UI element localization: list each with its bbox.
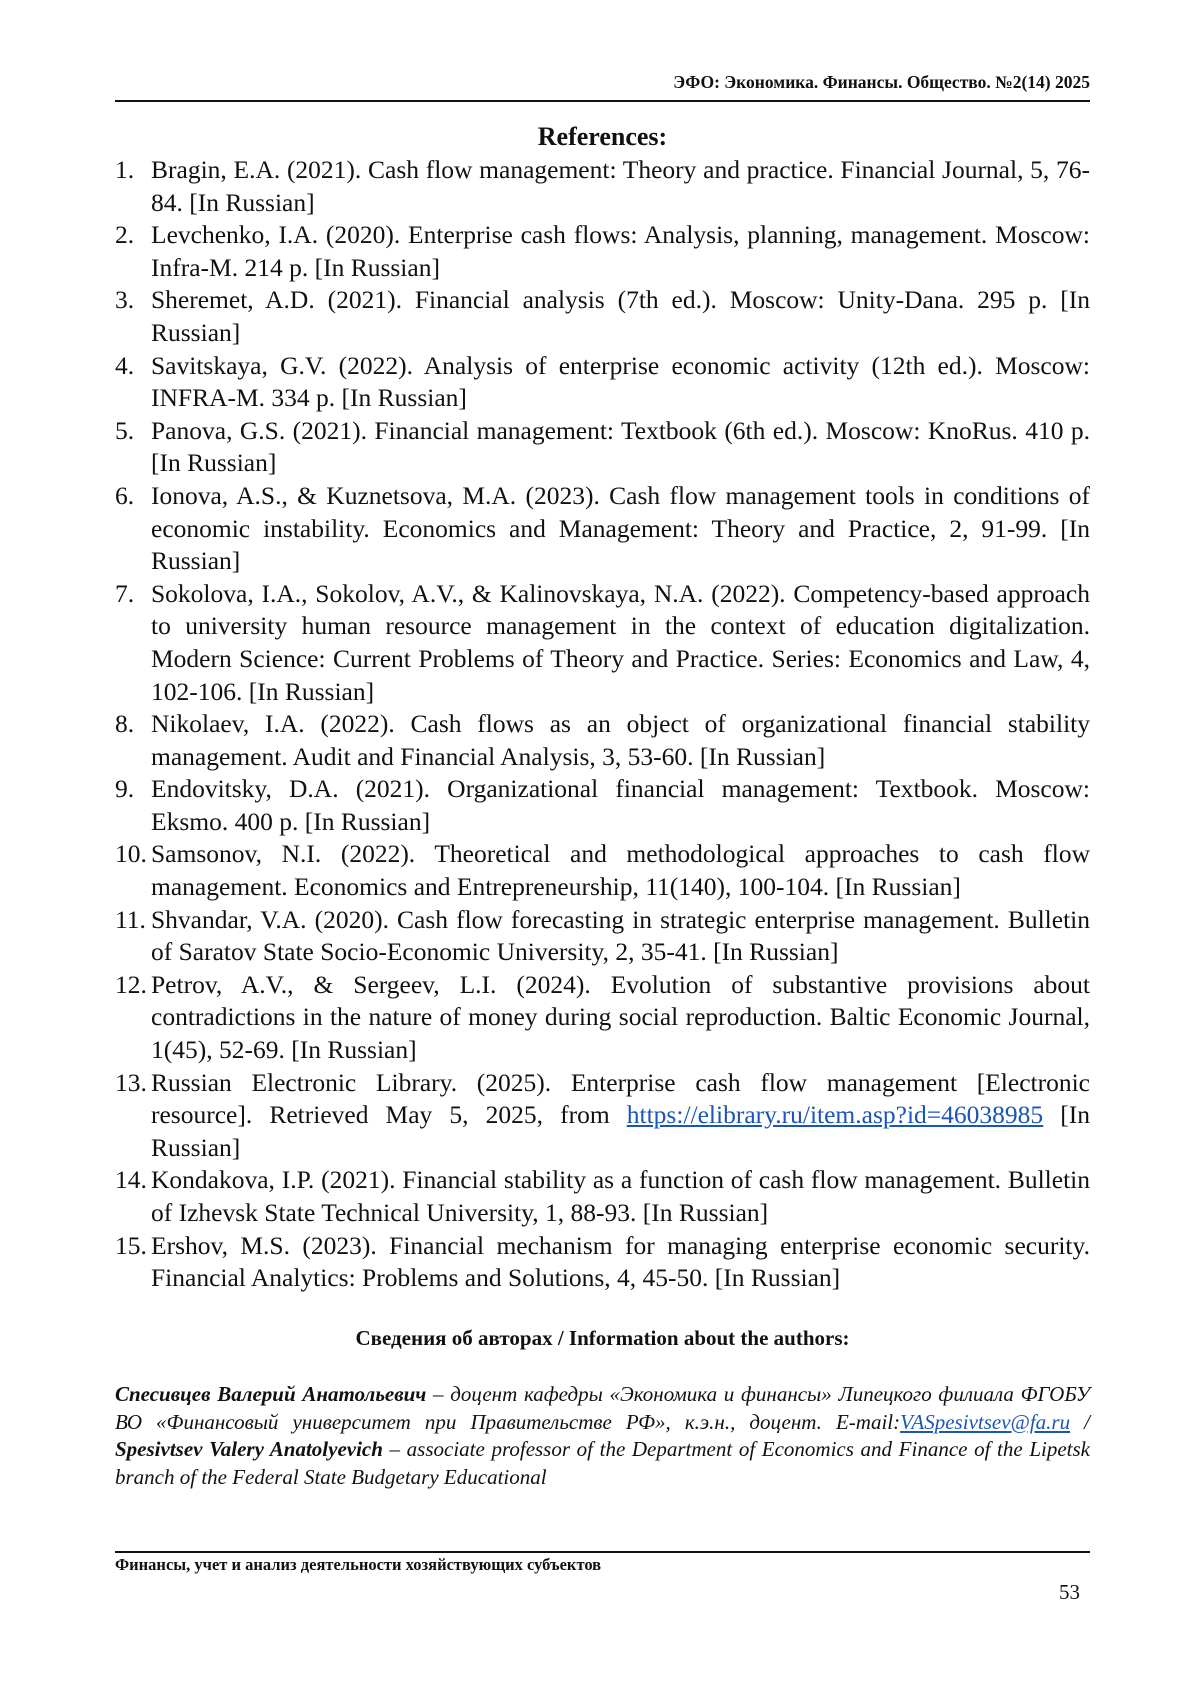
reference-item bbox=[115, 415, 1090, 480]
reference-text: Samsonov, N.I. (2022). Theoretical and methodological approaches to cash flow management. Economics and Entrepreneurship, 11(140), 100-104. [In Russian] bbox=[151, 838, 1090, 903]
page-number: 53 bbox=[115, 1580, 1080, 1605]
reference-number: 1. bbox=[115, 154, 151, 219]
reference-number: 7. bbox=[115, 578, 151, 708]
reference-number: 10. bbox=[115, 838, 151, 903]
reference-text: Panova, G.S. (2021). Financial management: Textbook (6th ed.). Moscow: KnoRus. 410 p. [In Russian] bbox=[151, 415, 1090, 480]
reference-number: 13. bbox=[115, 1067, 151, 1165]
reference-number: 12. bbox=[115, 969, 151, 1067]
reference-text: Shvandar, V.A. (2020). Cash flow forecasting in strategic enterprise management. Bulletin of Saratov State Socio-Economic University, 2, 35-41. [In Russian] bbox=[151, 904, 1090, 969]
reference-text: Bragin, E.A. (2021). Cash flow management: Theory and practice. Financial Journal, 5, 76-84. [In Russian] bbox=[151, 154, 1090, 219]
reference-number: 5. bbox=[115, 415, 151, 480]
reference-number: 3. bbox=[115, 284, 151, 349]
authors-title: Сведения об авторах / Information about the authors: bbox=[115, 1326, 1090, 1351]
reference-number: 11. bbox=[115, 904, 151, 969]
running-header: ЭФО: Экономика. Финансы. Общество. №2(14) 2025 bbox=[115, 72, 1090, 93]
reference-item bbox=[115, 578, 1090, 708]
reference-text bbox=[151, 1067, 1090, 1165]
author-name-ru: Спесивцев Валерий Анатольевич bbox=[115, 1382, 426, 1406]
author-email-link[interactable]: VASpesivtsev@fa.ru bbox=[900, 1410, 1070, 1434]
reference-item bbox=[115, 1067, 1090, 1165]
reference-text: Sokolova, I.A., Sokolov, A.V., & Kalinovskaya, N.A. (2022). Competency-based approach to university human resource management in the context of education digitalization. Modern Science: Current Problems of Theory and Practice. Series: Economics and Law, 4, 102-106. [In Russian] bbox=[151, 578, 1090, 708]
reference-item bbox=[115, 480, 1090, 578]
reference-item bbox=[115, 708, 1090, 773]
author-name-en: Spesivtsev Valery Anatolyevich bbox=[115, 1437, 383, 1461]
author-desc-ru: – доцент кафедры «Экономика и финансы» Липецкого филиала ФГОБУ ВО «Финансовый университет при Правительстве РФ», к.э.н., доцент. E-mail: bbox=[115, 1382, 1090, 1434]
reference-list bbox=[115, 154, 1090, 1295]
reference-number: 15. bbox=[115, 1230, 151, 1295]
reference-text: Kondakova, I.P. (2021). Financial stability as a function of cash flow management. Bulletin of Izhevsk State Technical University, 1, 88-93. [In Russian] bbox=[151, 1164, 1090, 1229]
reference-item bbox=[115, 1164, 1090, 1229]
reference-text: Ershov, M.S. (2023). Financial mechanism for managing enterprise economic security. Financial Analytics: Problems and Solutions, 4, 45-50. [In Russian] bbox=[151, 1230, 1090, 1295]
reference-item bbox=[115, 154, 1090, 219]
reference-text-after: [In Russian] bbox=[151, 1100, 1090, 1162]
footer-section: Финансы, учет и анализ деятельности хозяйствующих субъектов bbox=[115, 1555, 1090, 1575]
author-desc-en: – associate professor of the Department of Economics and Finance of the Lipetsk branch of the Federal State Budgetary Educational bbox=[115, 1437, 1090, 1489]
reference-item bbox=[115, 1230, 1090, 1295]
reference-item bbox=[115, 904, 1090, 969]
reference-item bbox=[115, 969, 1090, 1067]
author-info bbox=[115, 1381, 1090, 1491]
reference-item bbox=[115, 219, 1090, 284]
reference-item bbox=[115, 284, 1090, 349]
reference-number: 14. bbox=[115, 1164, 151, 1229]
reference-text: Nikolaev, I.A. (2022). Cash flows as an object of organizational financial stability management. Audit and Financial Analysis, 3, 53-60. [In Russian] bbox=[151, 708, 1090, 773]
reference-text: Sheremet, A.D. (2021). Financial analysis (7th ed.). Moscow: Unity-Dana. 295 p. [In Russian] bbox=[151, 284, 1090, 349]
reference-number: 8. bbox=[115, 708, 151, 773]
reference-link[interactable]: https://elibrary.ru/item.asp?id=46038985 bbox=[627, 1100, 1043, 1129]
reference-item bbox=[115, 773, 1090, 838]
references-title: References: bbox=[115, 122, 1090, 152]
reference-text-before: Russian Electronic Library. (2025). Enterprise cash flow management [Electronic resource]. Retrieved May 5, 2025, from bbox=[151, 1068, 1090, 1130]
reference-item bbox=[115, 350, 1090, 415]
reference-number: 6. bbox=[115, 480, 151, 578]
reference-number: 2. bbox=[115, 219, 151, 284]
footer-rule bbox=[115, 1551, 1090, 1553]
reference-item bbox=[115, 838, 1090, 903]
separator: / bbox=[1070, 1410, 1090, 1434]
reference-text: Petrov, A.V., & Sergeev, L.I. (2024). Evolution of substantive provisions about contradictions in the nature of money during social reproduction. Baltic Economic Journal, 1(45), 52-69. [In Russian] bbox=[151, 969, 1090, 1067]
reference-number: 4. bbox=[115, 350, 151, 415]
reference-text: Levchenko, I.A. (2020). Enterprise cash flows: Analysis, planning, management. Moscow: Infra-M. 214 p. [In Russian] bbox=[151, 219, 1090, 284]
reference-text: Savitskaya, G.V. (2022). Analysis of enterprise economic activity (12th ed.). Moscow: INFRA-M. 334 p. [In Russian] bbox=[151, 350, 1090, 415]
reference-number: 9. bbox=[115, 773, 151, 838]
reference-text: Endovitsky, D.A. (2021). Organizational financial management: Textbook. Moscow: Eksmo. 400 p. [In Russian] bbox=[151, 773, 1090, 838]
header-rule bbox=[115, 100, 1090, 102]
reference-text: Ionova, A.S., & Kuznetsova, M.A. (2023). Cash flow management tools in conditions of economic instability. Economics and Management: Theory and Practice, 2, 91-99. [In Russian] bbox=[151, 480, 1090, 578]
